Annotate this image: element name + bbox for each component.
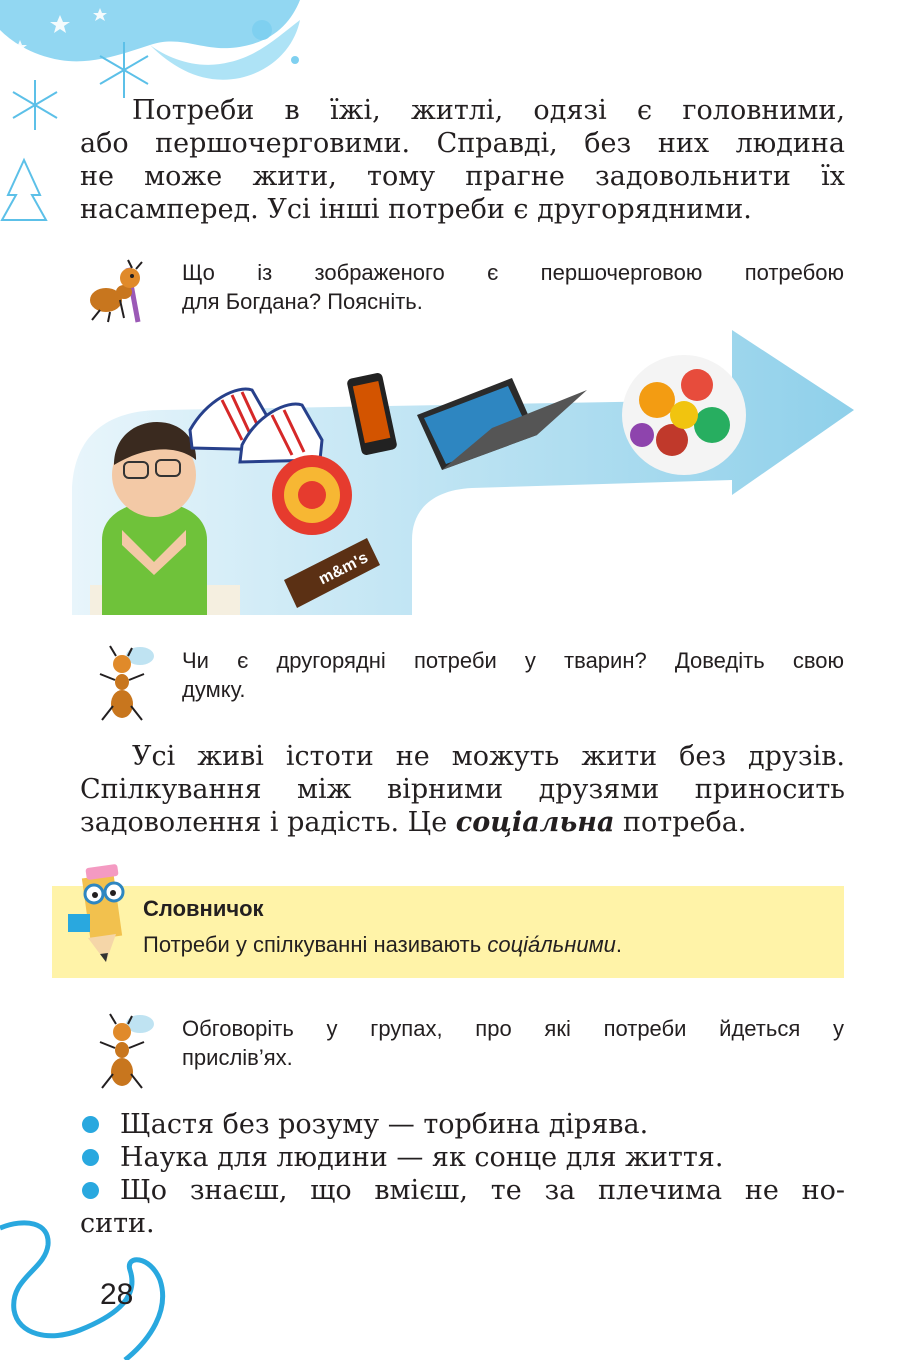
- ant-thinking-icon: [96, 644, 158, 724]
- fruit-plate-image: [622, 355, 746, 475]
- svg-text:m&m's: m&m's: [316, 549, 371, 589]
- task-question-3: Обговоріть у групах, про які потреби йдеться у прислів’ях.: [182, 1016, 844, 1070]
- proverb-item: Щастя без розуму — торбина дірява.: [80, 1108, 845, 1141]
- social-term: соціальна: [455, 807, 615, 838]
- ant-with-pencil-icon: [80, 258, 152, 324]
- task-question-1: Що із зображеного є першочерговою потребою для Богдана? Поясніть.: [182, 260, 844, 314]
- proverb-item: Наука для людини — як сонце для життя.: [80, 1141, 845, 1174]
- spinning-top-toy-image: [272, 455, 352, 535]
- bullet-dot-icon: [82, 1182, 99, 1199]
- task-question-2: Чи є другорядні потреби у тварин? Доведіть свою думку.: [182, 648, 844, 702]
- needs-illustration: [72, 330, 854, 615]
- christmas-tree-icon: [2, 160, 46, 220]
- glossary-text: Потреби у спілкуванні називають соціа́льними.: [143, 932, 623, 957]
- bullet-dot-icon: [82, 1149, 99, 1166]
- bullet-dot-icon: [82, 1116, 99, 1133]
- proverb-item: Що знаєш, що вмієш, те за плечима не но- сити.: [80, 1175, 845, 1239]
- glossary-title: Словничок: [143, 896, 264, 921]
- social-need-paragraph: Усі живі істоти не можуть жити без друзів. Спілкування між вірними друзями приносить задоволення і радість. Це соціальна потреба.: [80, 741, 845, 838]
- ant-thinking-icon-2: [96, 1012, 158, 1092]
- intro-paragraph: Потреби в їжі, житлі, одязі є головними, або першочерговими. Справді, без них людина не може жити, тому прагне задовольнити їх насамперед. Усі інші потреби є другорядними.: [80, 95, 845, 225]
- pencil-mascot-icon: [62, 862, 140, 968]
- page-number: 28: [100, 1278, 134, 1311]
- glossary-term: соціа́льними: [487, 932, 616, 957]
